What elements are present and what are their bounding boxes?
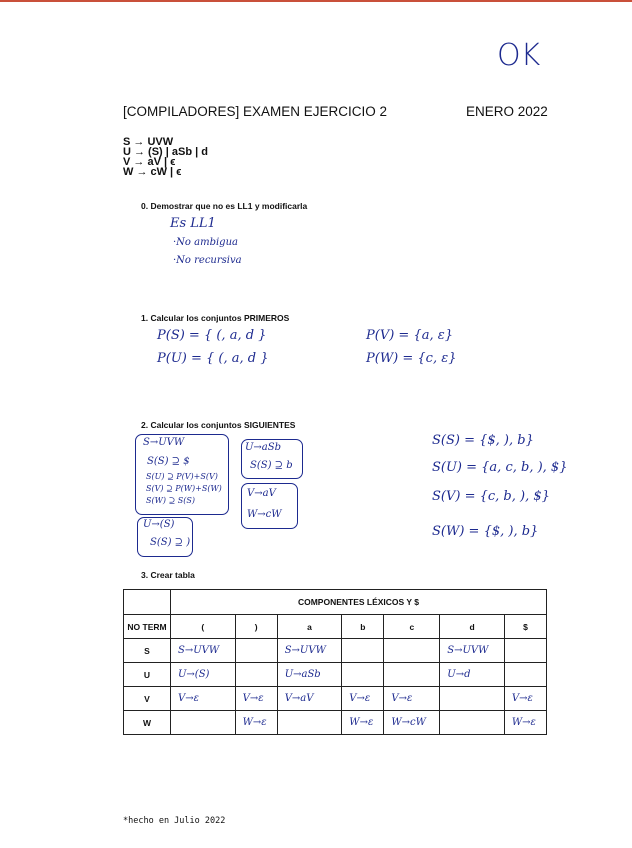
row-nonterminal: V — [124, 687, 171, 711]
follow-set: S(V) = {c, b, ), $} — [432, 489, 550, 504]
question-3-label: 3. Crear tabla — [141, 570, 195, 580]
work-line: W→cW — [247, 509, 282, 520]
column-header: b — [342, 615, 384, 639]
table-cell: V→aV — [277, 687, 342, 711]
work-line: U→(S) — [143, 519, 175, 530]
table-cell: V→ε — [342, 687, 384, 711]
parsing-table — [123, 589, 547, 735]
grammar-rule: V → aV | ϵ — [123, 156, 176, 168]
q0-answer-line: ·No ambigua — [173, 237, 238, 248]
work-line: S(U) ⊇ P(V)+S(V) — [146, 472, 218, 481]
table-blank-corner — [124, 590, 171, 615]
table-cell — [384, 639, 440, 663]
column-header: c — [384, 615, 440, 639]
table-cell: V→ε — [384, 687, 440, 711]
table-row — [124, 687, 547, 711]
table-row — [124, 711, 547, 735]
table-corner-header: NO TERM — [124, 615, 171, 639]
work-line: S(S) ⊇ ) — [150, 537, 191, 548]
table-cell — [171, 711, 236, 735]
table-cell: W→ε — [235, 711, 277, 735]
column-header: ( — [171, 615, 236, 639]
work-line: S(W) ⊇ S(S) — [146, 496, 195, 505]
question-1-label: 1. Calcular los conjuntos PRIMEROS — [141, 313, 290, 323]
table-cell — [342, 639, 384, 663]
table-row — [124, 663, 547, 687]
column-header: $ — [504, 615, 546, 639]
work-line: S(S) ⊇ $ — [147, 456, 190, 467]
work-line: S(S) ⊇ b — [250, 460, 293, 471]
table-cell: V→ε — [504, 687, 546, 711]
q0-answer-line: ·No recursiva — [173, 255, 242, 266]
question-0-label: 0. Demostrar que no es LL1 y modificarla — [141, 201, 308, 211]
table-cell — [504, 639, 546, 663]
row-nonterminal: U — [124, 663, 171, 687]
grammar — [123, 137, 208, 177]
first-set: P(V) = {a, ε} — [366, 328, 453, 343]
follow-set: S(U) = {a, c, b, ), $} — [432, 460, 568, 475]
work-line: U→aSb — [245, 442, 282, 453]
grammar-rule: S → UVW — [123, 136, 174, 148]
table-cell — [384, 663, 440, 687]
table-cell: V→ε — [235, 687, 277, 711]
table-row — [124, 639, 547, 663]
column-header: d — [440, 615, 505, 639]
table-cell — [504, 663, 546, 687]
grade-mark: OK — [497, 38, 541, 73]
work-line: S→UVW — [143, 437, 185, 448]
column-header: a — [277, 615, 342, 639]
first-set: P(W) = {c, ε} — [366, 351, 457, 366]
table-cell: S→UVW — [171, 639, 236, 663]
q0-answer-line: Es LL1 — [170, 216, 216, 231]
follow-set: S(W) = {$, ), b} — [432, 524, 539, 539]
exam-date: ENERO 2022 — [466, 104, 548, 119]
grammar-rule: W → cW | ϵ — [123, 166, 182, 178]
table-group-header: COMPONENTES LÉXICOS Y $ — [171, 590, 547, 615]
page-top-edge — [0, 0, 632, 2]
table-cell: U→d — [440, 663, 505, 687]
work-line: S(V) ⊇ P(W)+S(W) — [146, 484, 222, 493]
table-cell: U→aSb — [277, 663, 342, 687]
table-cell: W→cW — [384, 711, 440, 735]
table-cell: V→ε — [171, 687, 236, 711]
table-cell — [342, 663, 384, 687]
row-nonterminal: W — [124, 711, 171, 735]
grammar-rule: U → (S) | aSb | d — [123, 146, 208, 158]
follow-set: S(S) = {$, ), b} — [432, 433, 534, 448]
table-cell: U→(S) — [171, 663, 236, 687]
table-cell: S→UVW — [277, 639, 342, 663]
table-cell: W→ε — [504, 711, 546, 735]
table-cell — [440, 711, 505, 735]
first-set: P(S) = { (, a, d } — [157, 328, 267, 343]
work-line: V→aV — [247, 488, 276, 499]
table-cell — [235, 639, 277, 663]
table-cell — [440, 687, 505, 711]
table-cell: S→UVW — [440, 639, 505, 663]
table-cell: W→ε — [342, 711, 384, 735]
question-2-label: 2. Calcular los conjuntos SIGUIENTES — [141, 420, 296, 430]
row-nonterminal: S — [124, 639, 171, 663]
first-set: P(U) = { (, a, d } — [157, 351, 269, 366]
table-cell — [277, 711, 342, 735]
footer-note: *hecho en Julio 2022 — [123, 816, 226, 826]
table-cell — [235, 663, 277, 687]
exam-title: [COMPILADORES] EXAMEN EJERCICIO 2 — [123, 104, 388, 119]
column-header: ) — [235, 615, 277, 639]
